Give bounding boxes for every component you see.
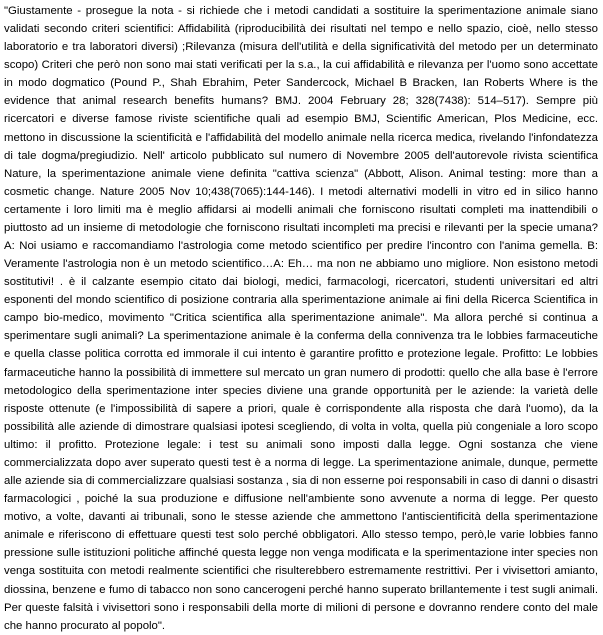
article-paragraph: "Giustamente - prosegue la nota - si richiede che i metodi candidati a sostituire la sperimentazione animale siano validati secondo criteri scientifici: Affidabilità (riproducibilità dei risultati nel tempo e nello spazio, cioè, nello stesso laboratorio e tra laboratori diversi) ;Rilevanza (misura dell'utilità e della significatività del metodo per un determinato scopo) Criteri che però non sono mai stati verificati per la s.a., la cui affidabilità e rilevanza per l'uomo sono accettate in modo dogmatico (Pound P., Shah Ebrahim, Peter Sandercock, Michael B Bracken, Ian Roberts Where is the evidence that animal research benefits humans? BMJ. 2004 February 28; 328(7438): 514–517). Sempre più ricercatori e diverse famose riviste scientifiche quali ad esempio BMJ, Scientific American, Plos Medicine, ecc. mettono in discussione la scientificità e l'affidabilità del modello animale nella ricerca medica, rivelando l'infondatezza di tale dogma/pregiudizio. Nell' articolo pubblicato sul numero di Novembre 2005 dell'autorevole rivista scientifica Nature, la sperimentazione animale viene definita "cattiva scienza" (Abbott, Alison. Animal testing: more than a cosmetic change. Nature 2005 Nov 10;438(7065):144-146). I metodi alternativi modelli in vitro ed in silico hanno certamente i loro limiti ma è meglio affidarsi ai modelli animali che forniscono risultati completi ma inattendibili o piuttosto ad un insieme di metodologie che forniscono risultati incompleti ma precisi e rilevanti per la specie umana? A: Noi usiamo e raccomandiamo l'astrologia come metodo scientifico per predire l'incontro con l'anima gemella. B: Veramente l'astrologia non è un metodo scientifico…A: Eh… ma non ne abbiamo uno migliore. Non esistono metodi sostitutivi! . è il calzante esempio citato dai biologi, medici, farmacologi, ricercatori, studenti universitari ed altri esponenti del mondo scientifico di posizione contraria alla sperimentazione animale ai fini della Ricerca Scientifica in campo bio-medico, movimento "Critica scientifica alla sperimentazione animale". Ma allora perché si continua a sperimentare sugli animali? La sperimentazione animale è la conferma della connivenza tra le lobbies farmaceutiche e quella classe politica corrotta ed immorale il cui intento è garantire profitto e protezione legale. Profitto: Le lobbies farmaceutiche hanno la possibilità di immettere sul mercato un gran numero di prodotti: quello che alla base è l'errore metodologico della sperimentazione inter species diviene una grande opportunità per le aziende: la varietà delle risposte ottenute (e l'impossibilità di sapere a priori, quale è corrispondente alla risposta che darà l'uomo), da la possibilità alle aziende di dimostrare qualsiasi ipotesi scegliendo, di volta in volta, quella più congeniale a loro scopo ultimo: il profitto. Protezione legale: i test su animali sono imposti dalla legge. Ogni sostanza che viene commercializzata dopo aver superato questi test è a norma di legge. La sperimentazione animale, dunque, permette alle aziende sia di commercializzare qualsiasi sostanza , sia di non esserne poi responsabili in caso di danni o disastri farmacologici , poiché la sua produzione e diffusione nell'ambiente sono avvenute a norma di legge. Per questo motivo, a volte, davanti ai tribunali, sono le stesse aziende che ammettono l'antiscientificità della sperimentazione animale e riferiscono di effettuare questi test solo perché obbligatori. Allo stesso tempo, però,le varie lobbies fanno pressione sulle istituzioni politiche affinché questa legge non venga modificata e la sperimentazione inter species non venga sostituita con metodi realmente scientifici che risulterebbero estremamente restrittivi. Per i vivisettori amianto, diossina, benzene e fumo di tabacco non sono cancerogeni perché hanno superato brillantemente i test sugli animali. Per queste falsità i vivisettori sono i responsabili della morte di milioni di persone e dovranno rendere conto del male che hanno procurato al popolo". xyxy=(4,5,598,632)
